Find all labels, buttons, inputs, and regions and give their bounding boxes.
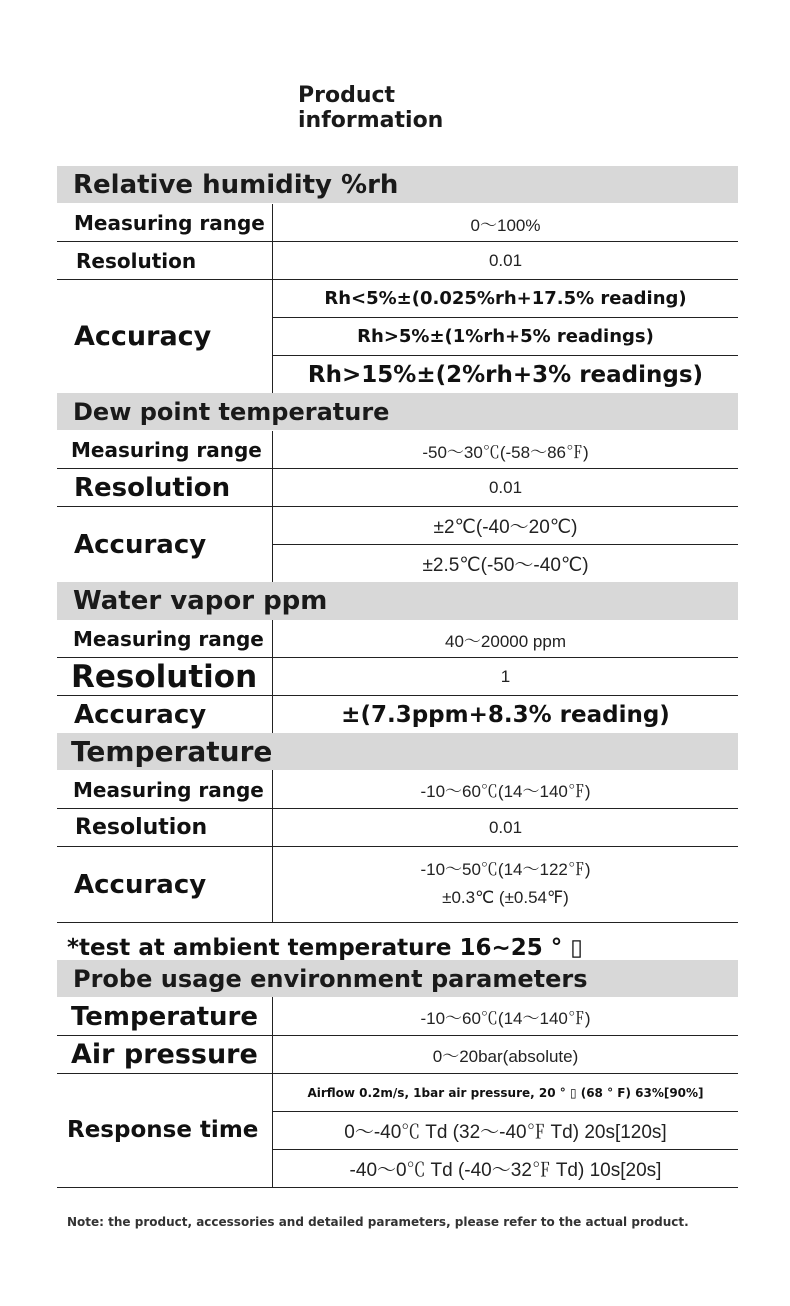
value-resolution: 0.01 bbox=[488, 477, 523, 497]
value-resolution: 1 bbox=[500, 666, 511, 686]
column-divider bbox=[272, 997, 273, 1188]
label-accuracy: Accuracy bbox=[74, 529, 207, 560]
value-accuracy-2: ±2.5℃(-50～-40℃) bbox=[422, 555, 589, 576]
column-divider bbox=[272, 620, 273, 733]
cell-divider bbox=[273, 544, 738, 545]
column-divider bbox=[272, 431, 273, 582]
value-measuring-range: 0～100% bbox=[470, 215, 541, 235]
label-accuracy: Accuracy bbox=[74, 699, 207, 730]
label-measuring-range: Measuring range bbox=[71, 438, 262, 462]
label-resolution: Resolution bbox=[75, 815, 208, 840]
value-response-3: -40～0℃ Td (-40～32℉ Td) 10s[20s] bbox=[349, 1160, 662, 1181]
row-divider bbox=[57, 657, 738, 658]
value-measuring-range: -50～30℃(-58～86℉) bbox=[422, 442, 589, 462]
row-divider bbox=[57, 922, 738, 923]
section-heading-dew-point: Dew point temperature bbox=[57, 393, 738, 430]
row-divider bbox=[57, 1035, 738, 1036]
row-divider bbox=[57, 506, 738, 507]
section-heading-temperature: Temperature bbox=[57, 733, 738, 770]
value-accuracy-2: Rh>5%±(1%rh+5% readings) bbox=[357, 326, 654, 347]
value-accuracy bbox=[273, 852, 738, 916]
title-line-1: Product bbox=[298, 83, 396, 108]
row-divider bbox=[57, 808, 738, 809]
value-resolution: 0.01 bbox=[488, 250, 523, 270]
value-accuracy-3: Rh>15%±(2%rh+3% readings) bbox=[307, 361, 704, 388]
value-measuring-range: -10～60℃(14～140℉) bbox=[420, 782, 591, 801]
label-response-time: Response time bbox=[67, 1117, 259, 1143]
value-response-2: 0～-40℃ Td (32～-40℉ Td) 20s[120s] bbox=[344, 1122, 667, 1143]
label-air-pressure: Air pressure bbox=[71, 1039, 258, 1070]
column-divider bbox=[272, 204, 273, 393]
cell-divider bbox=[273, 355, 738, 356]
section-heading-water-vapor: Water vapor ppm bbox=[57, 582, 738, 620]
label-resolution: Resolution bbox=[74, 472, 231, 503]
page-title bbox=[298, 83, 443, 133]
row-divider bbox=[57, 279, 738, 280]
label-accuracy: Accuracy bbox=[74, 320, 212, 352]
label-measuring-range: Measuring range bbox=[73, 777, 264, 802]
cell-divider bbox=[273, 317, 738, 318]
row-divider bbox=[57, 846, 738, 847]
value-air-pressure: 0～20bar(absolute) bbox=[432, 1047, 579, 1066]
cell-divider bbox=[273, 1111, 738, 1112]
label-measuring-range: Measuring range bbox=[74, 211, 265, 235]
row-divider bbox=[57, 1073, 738, 1074]
value-response-1: Airflow 0.2m/s, 1bar air pressure, 20 ° ▯ (68 ° F) 63%[90%] bbox=[307, 1085, 704, 1100]
row-divider bbox=[57, 1187, 738, 1188]
cell-divider bbox=[273, 1149, 738, 1150]
label-measuring-range: Measuring range bbox=[73, 627, 264, 651]
label-temperature: Temperature bbox=[71, 1001, 259, 1032]
label-resolution: Resolution bbox=[71, 658, 258, 695]
label-resolution: Resolution bbox=[76, 248, 197, 273]
test-note: *test at ambient temperature 16~25 ° ▯ bbox=[67, 934, 583, 961]
column-divider bbox=[272, 770, 273, 923]
value-accuracy: ±(7.3ppm+8.3% reading) bbox=[341, 701, 670, 728]
row-divider bbox=[57, 241, 738, 242]
value-accuracy-line-2: ±0.3℃ (±0.54℉) bbox=[442, 888, 569, 907]
footer-note: Note: the product, accessories and detailed parameters, please refer to the actual product. bbox=[67, 1215, 689, 1229]
row-divider bbox=[57, 695, 738, 696]
value-accuracy-line-1: -10～50℃(14～122℉) bbox=[420, 860, 591, 879]
row-divider bbox=[57, 468, 738, 469]
label-accuracy: Accuracy bbox=[74, 869, 207, 900]
value-accuracy-1: Rh<5%±(0.025%rh+17.5% reading) bbox=[324, 288, 687, 309]
section-heading-humidity: Relative humidity %rh bbox=[57, 166, 738, 203]
value-resolution: 0.01 bbox=[488, 817, 523, 837]
value-measuring-range: 40～20000 ppm bbox=[445, 631, 566, 651]
value-accuracy-1: ±2℃(-40～20℃) bbox=[433, 517, 578, 538]
section-heading-probe: Probe usage environment parameters bbox=[57, 960, 738, 997]
title-line-2: information bbox=[298, 108, 444, 133]
value-temperature: -10～60℃(14～140℉) bbox=[420, 1009, 591, 1028]
